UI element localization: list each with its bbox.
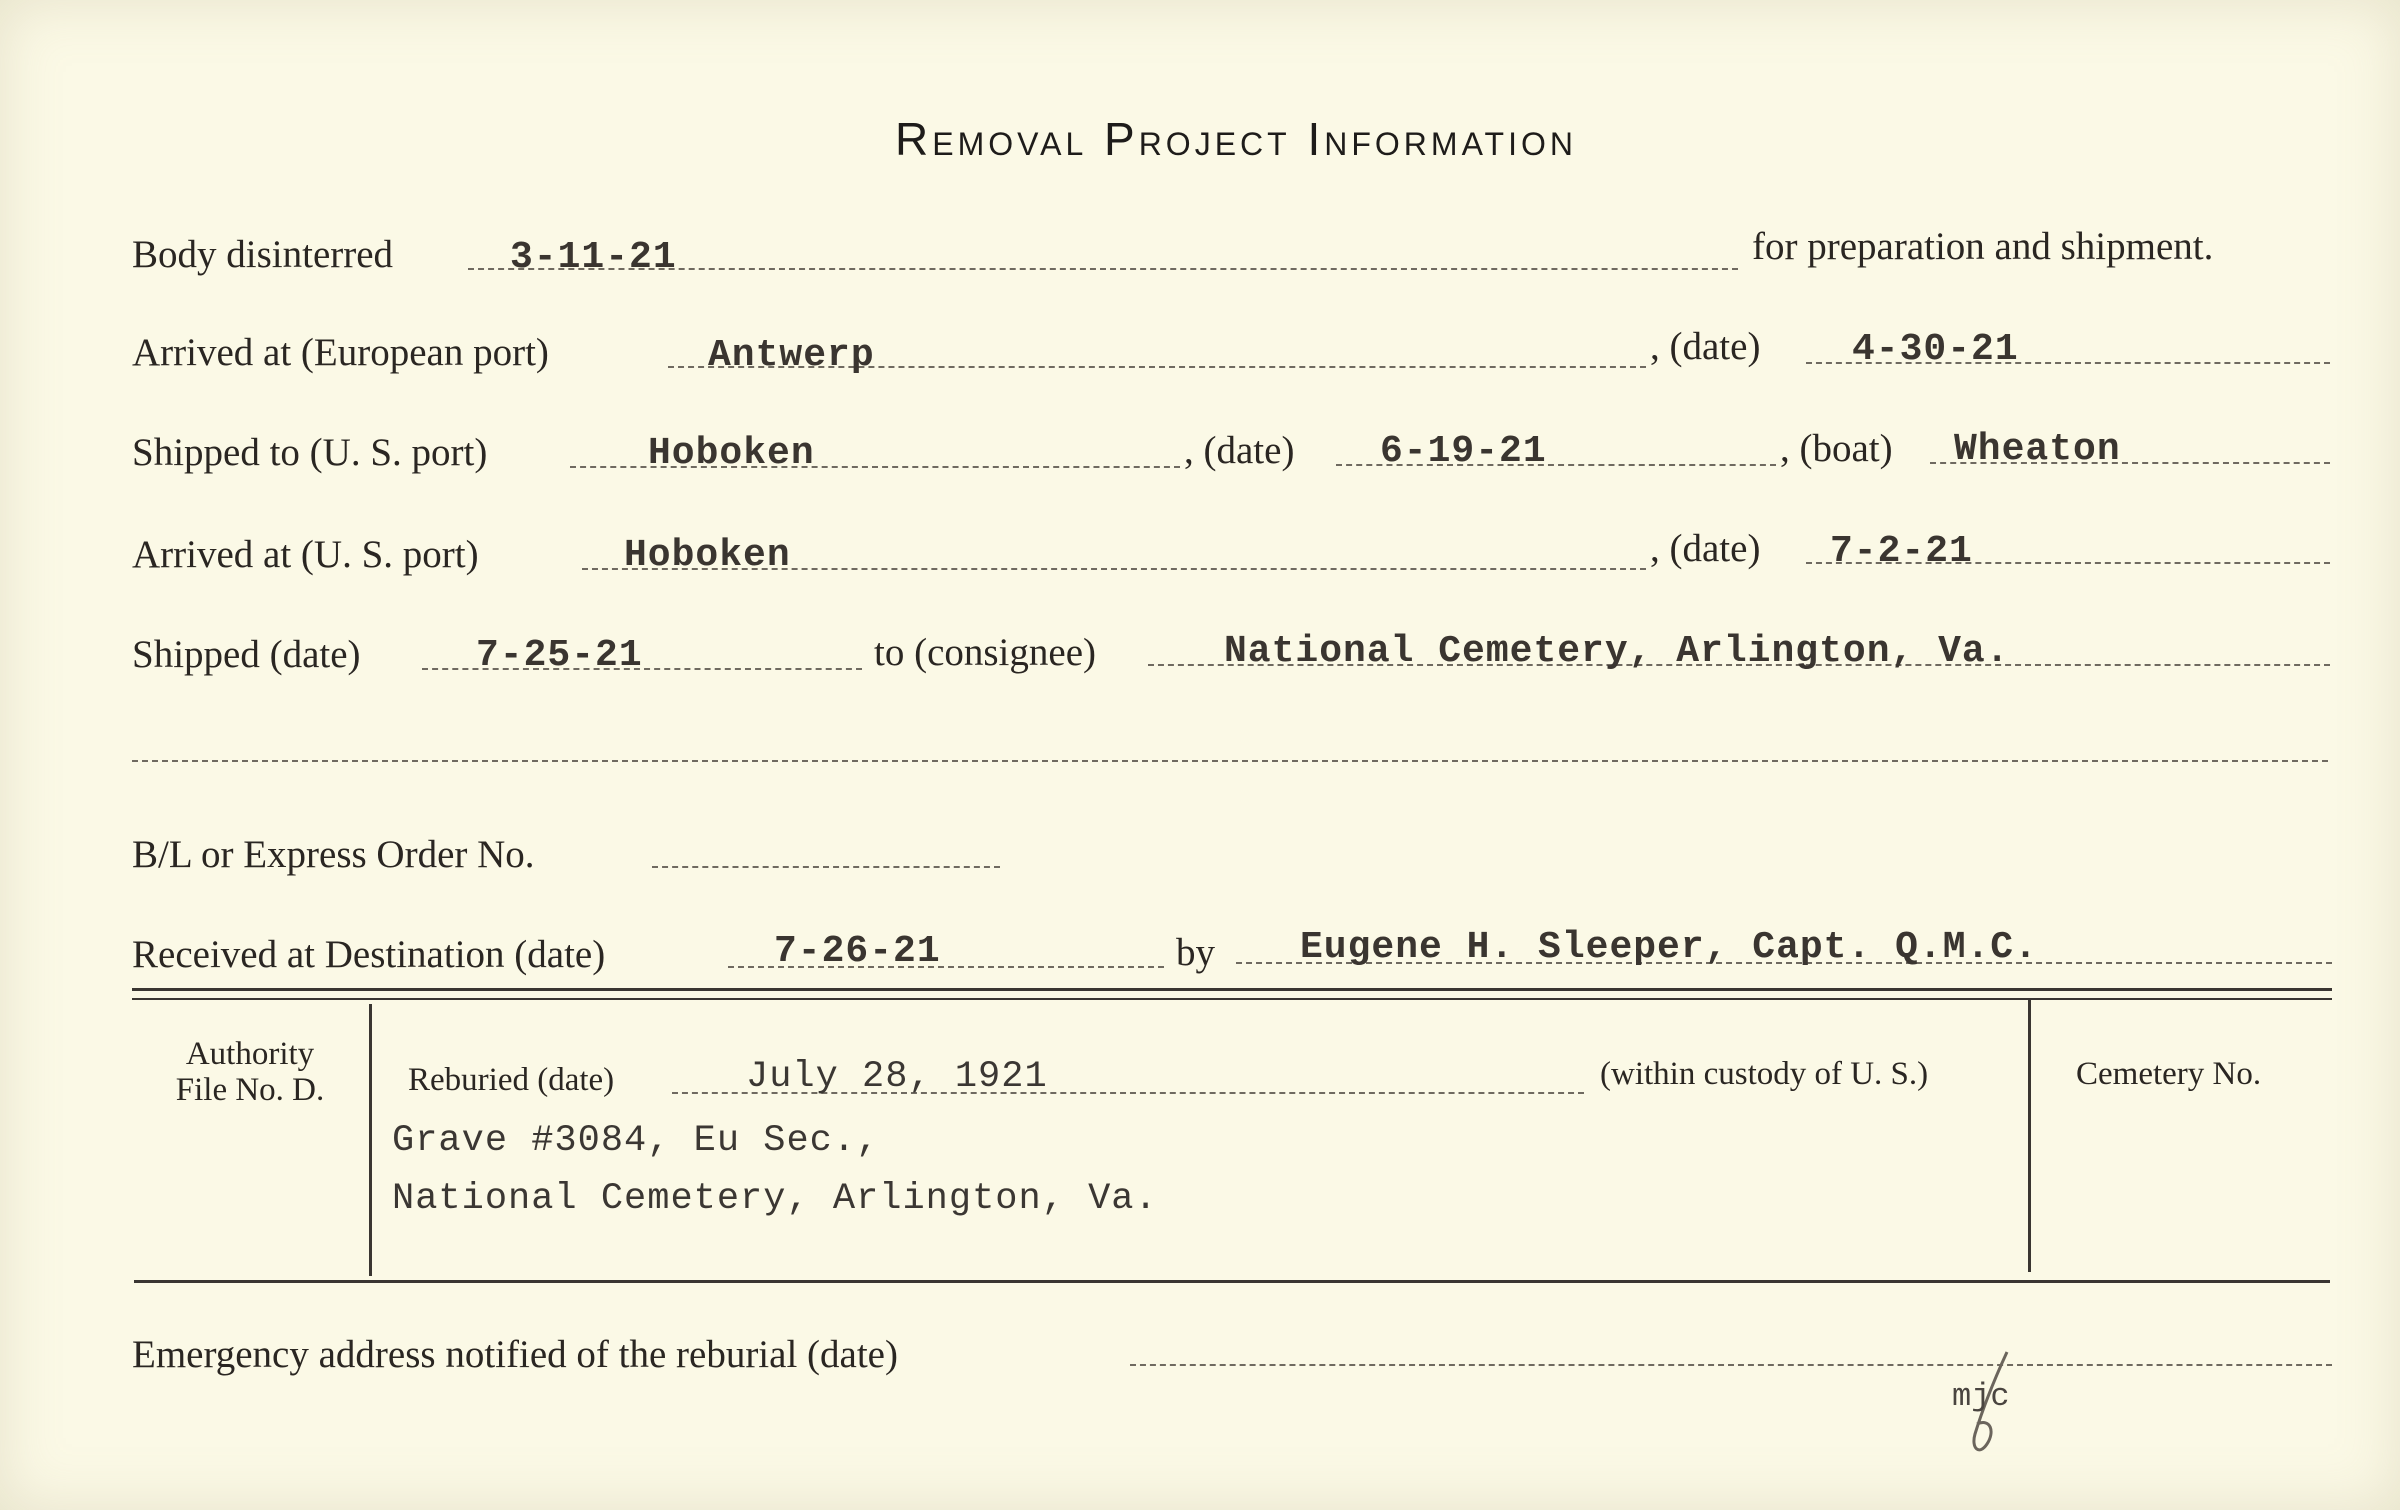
emergency-label: Emergency address notified of the reburial (date): [132, 1333, 898, 1376]
disinterred-label: Body disinterred: [132, 233, 394, 276]
shipped-us-date: 6-19-21: [1380, 430, 1547, 473]
shipped-date: 7-25-21: [476, 634, 643, 677]
shipped-consignee-label: to (consignee): [874, 631, 1097, 674]
card-title: Removal Project Information: [895, 113, 1577, 165]
authority-line1: Authority: [185, 1036, 315, 1072]
reburied-label: Reburied (date): [408, 1062, 615, 1098]
grave-line-2: National Cemetery, Arlington, Va.: [392, 1178, 1158, 1220]
received-date: 7-26-21: [774, 930, 941, 973]
shipped-us-boat-label: , (boat): [1780, 427, 1893, 470]
authority-label: [150, 1036, 350, 1108]
shipped-us-date-label: , (date): [1184, 429, 1295, 472]
arrived-european-date: 4-30-21: [1852, 328, 2019, 371]
disinterred-suffix: for preparation and shipment.: [1752, 225, 2214, 268]
disinterred-value: 3-11-21: [510, 236, 677, 279]
grave-line-1: Grave #3084, Eu Sec.,: [392, 1120, 880, 1162]
box-divider-right: [2028, 1000, 2031, 1272]
received-by-label: by: [1176, 931, 1215, 974]
shipped-us-boat: Wheaton: [1954, 428, 2121, 471]
arrived-us-date-label: , (date): [1650, 527, 1761, 570]
custody-note: (within custody of U. S.): [1600, 1056, 1929, 1092]
bl-line: [652, 866, 1000, 868]
arrived-european-port: Antwerp: [708, 334, 875, 377]
emergency-line: [1130, 1364, 2332, 1366]
shipped-consignee: National Cemetery, Arlington, Va.: [1224, 630, 2010, 673]
box-top-rule-1: [132, 988, 2332, 991]
box-top-rule-2: [132, 998, 2332, 1000]
box-divider-left: [369, 1004, 372, 1276]
reburied-date: July 28, 1921: [746, 1056, 1048, 1098]
shipped-date-label: Shipped (date): [132, 633, 361, 676]
box-bottom-rule: [134, 1280, 2330, 1283]
bl-label: B/L or Express Order No.: [132, 833, 535, 876]
arrived-european-date-label: , (date): [1650, 325, 1761, 368]
arrived-us-label: Arrived at (U. S. port): [132, 533, 479, 576]
authority-line2: File No. D.: [175, 1072, 325, 1108]
received-label: Received at Destination (date): [132, 933, 606, 976]
clerk-initials: mjc: [1952, 1378, 2010, 1415]
arrived-us-date: 7-2-21: [1830, 530, 1973, 573]
shipped-us-label: Shipped to (U. S. port): [132, 431, 488, 474]
received-by: Eugene H. Sleeper, Capt. Q.M.C.: [1300, 926, 2038, 969]
arrived-us-port: Hoboken: [624, 534, 791, 577]
arrived-european-label: Arrived at (European port): [132, 331, 549, 374]
shipped-us-port: Hoboken: [648, 432, 815, 475]
blank-line: [132, 760, 2328, 762]
cemetery-no-label: Cemetery No.: [2076, 1056, 2262, 1092]
